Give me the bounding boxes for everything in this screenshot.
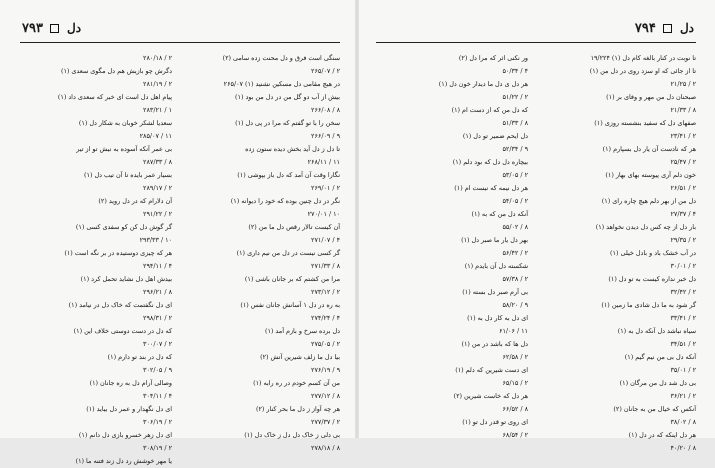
column-left: [376, 52, 528, 438]
index-entry: ۲ / ۶۲/۵۸: [502, 353, 528, 361]
index-entry: تا نوبت در کنار بالغه کام دل (۱) ۱۹/۲۲۴: [590, 54, 696, 62]
index-entry: ۱۱ / ۶۱/۰۶: [499, 327, 528, 335]
index-entry: دل ایحم ضمیر تو دل (۱): [462, 132, 528, 140]
index-entry: بیش از آب دو گل من در دل من بود (۱): [235, 93, 340, 101]
index-entry: ۱۱ / ۲۸۵/۰۷: [139, 132, 172, 140]
index-entry: هر دل که خاست شیرین (۲): [453, 392, 528, 400]
index-entry: دل خبر نداره کیست به تو دل (۱): [608, 275, 696, 283]
index-entry: نگر در دل چنین بوده که خود را دیوانه (۱): [230, 197, 340, 205]
index-entry: بی آرم صبر دل بسته (۱): [462, 288, 528, 296]
index-entry: دل من از بهر دلم هیچ چاره رای (۱): [601, 197, 696, 205]
header-title: دل: [67, 21, 82, 35]
index-entry: که دل من که از دست ام (۱): [451, 106, 528, 114]
index-entry: سخن را با تو گفتم که مرا در پی دل (۱): [235, 119, 340, 127]
index-entry: آنکه دل بی من نیم گیم (۱): [624, 353, 696, 361]
index-entry: ۹ / ۵۸/۲۰: [502, 301, 528, 309]
right-page: [362, 0, 710, 452]
index-entry: ۸ / ۵۱/۳۳: [502, 119, 528, 127]
index-entry: بهر دل یار ما صبر دل (۱): [461, 236, 528, 244]
index-entry: دل برده سرخ و بازم آمد (۱): [264, 327, 340, 335]
index-entry: به ره در دل ۱ آسانش جانان نفس (۱): [240, 301, 340, 309]
index-entry: سنگی است فرق و دل محنت زده سامی (۲): [222, 54, 340, 62]
index-entry: ۲ / ۲۷۷/۳۷: [311, 418, 340, 426]
index-entry: ۸ / ۲۷۷/۱۲: [311, 392, 340, 400]
header-label: [22, 21, 81, 36]
index-entry: ای دل نگهدار و عمر دل بیاید (۱): [86, 405, 172, 413]
index-entry: دگرش چو بازیش هم دل مگوی سعدی (۱): [60, 67, 172, 75]
index-entry: ۲ / ۳۲/۴۲: [670, 288, 696, 296]
index-entry: ۲ / ۳۳/۴۱: [670, 314, 696, 322]
index-entry: ۴ / ۵۰/۳۴: [502, 67, 528, 75]
index-entry: شکسته دل آن بایدم (۱): [464, 262, 528, 270]
index-entry: صفهای دل که سفید بنشسته روزی (۱): [594, 119, 696, 127]
index-entry: ۲ / ۶۵/۱۵: [502, 379, 528, 387]
header-label: [635, 21, 694, 36]
index-entry: ۴ / ۳۰۴/۱۱: [143, 392, 172, 400]
page-header: [20, 18, 340, 43]
index-entry: سیاه نباشد دل آنکه دل به (۱): [617, 327, 696, 335]
index-entry: هر که چیزی دوستیده در بر نگه است (۱): [64, 249, 172, 257]
index-entry: ۲ / ۲۶/۵۱: [670, 184, 696, 192]
index-entry: ۲ / ۲۸۹/۱۷: [143, 184, 172, 192]
index-entry: بیا دل ما زلف شیرین آتش (۲): [260, 353, 340, 361]
index-entry: تا از جائی که او سزد روی در دل من (۱): [589, 67, 696, 75]
index-entry: ور نکنی اثر که مرا دل (۲): [458, 54, 528, 62]
index-entry: ۴ / ۲۷/۳۷: [670, 210, 696, 218]
index-entry: ۹ / ۵۲/۳۴: [502, 145, 528, 153]
index-entry: ۱۱ / ۲۶۸/۱۱: [307, 158, 340, 166]
index-entry: ۸ / ۳۸/۰۲: [670, 418, 696, 426]
index-entry: گر شود به ما دل شادی ما زمین (۱): [601, 301, 696, 309]
index-entry: در آب خشک باد و بادل خیلی (۱): [610, 249, 696, 257]
index-entry: ۲ / ۵۶/۴۲: [502, 249, 528, 257]
index-entry: ۹ / ۲۷۶/۱۹: [311, 366, 340, 374]
index-entry: ۲ / ۲۷۳/۱۲: [311, 288, 340, 296]
index-entry: هر دل اینکه که در دل (۱): [628, 431, 696, 439]
index-entry: ۱۰ / ۲۷۰/۰۱: [307, 210, 340, 218]
index-entry: ۸ / ۲۱/۳۳: [670, 106, 696, 114]
index-entry: ۹ / ۳۰۲/۰۵: [143, 366, 172, 374]
index-entry: ۹ / ۲۶۶/۰۹: [311, 132, 340, 140]
index-entry: آن دلارام که در دل روید (۲): [98, 197, 172, 205]
index-entry: نگارا وقت آن آمد که دل باز بپوشی (۱): [237, 171, 340, 179]
index-entry: تا دل ز دل آید بخش دیده ستون زده: [245, 145, 340, 153]
column-left: [20, 52, 172, 465]
page-number: ۷۹۴: [634, 21, 656, 36]
index-columns: [20, 52, 340, 465]
index-entry: ۲ / ۲۳/۴۱: [670, 132, 696, 140]
index-entry: ۲ / ۲۹۱/۲۲: [143, 210, 172, 218]
index-entry: آنکس که خیال من به جانان (۲): [613, 405, 696, 413]
index-entry: هر چه آواز ز دل ما بحر کنار (۲): [255, 405, 340, 413]
index-entry: ۲ / ۵۷/۳۸: [502, 275, 528, 283]
index-entry: بی دلی ز خاک دل دل ز خاک دل (۱): [244, 431, 340, 439]
page-header: [376, 18, 696, 43]
index-entry: ۱ / ۲۸۳/۲۱: [143, 106, 172, 114]
index-entry: ۱۰ / ۲۹۳/۳۳: [139, 236, 172, 244]
square-ornament-icon: [50, 24, 59, 33]
index-entry: ۲ / ۵۳/۰۵: [502, 171, 528, 179]
index-entry: خون دلم آری پیوسته بهای بهار (۱): [605, 171, 696, 179]
index-entry: ۲ / ۳۴/۵۱: [670, 340, 696, 348]
index-entry: مرا من کشتم که بر جانان باشی (۱): [244, 275, 340, 283]
book-gutter: [355, 0, 359, 438]
index-entry: ۲ / ۶۸/۵۴: [502, 431, 528, 439]
index-entry: بسیار عمر بایده تا آن تیب دل (۱): [84, 171, 172, 179]
column-right: [544, 52, 696, 452]
index-entry: بی عمر آنکه آسوده به نیش تو از تیر: [76, 145, 172, 153]
index-entry: که دل در بند تو دارم (۱): [107, 353, 172, 361]
index-entry: یا مهر خوشش رد دل زند فتنه ما (۱): [75, 457, 172, 465]
page-number: ۷۹۳: [22, 21, 43, 36]
index-entry: هر دل ی دل ما دیدار خون دل (۱): [438, 80, 528, 88]
index-entry: ای دل نگفتمت که خاک دل در نیامد (۱): [68, 301, 172, 309]
index-entry: ۲ / ۳۰۶/۱۹: [143, 418, 172, 426]
index-entry: ۸ / ۲۷۱/۳۳: [311, 262, 340, 270]
index-entry: ۲ / ۲۶۵/۰۷: [311, 67, 340, 75]
index-entry: ۴ / ۲۷۱/۰۷: [311, 236, 340, 244]
header-title: دل: [679, 21, 694, 35]
index-entry: گر گوش دل کن کو سفدی کسی (۱): [75, 223, 172, 231]
column-right: [188, 52, 340, 452]
index-entry: آنکه دل من که به (۱): [471, 210, 528, 218]
index-entry: که دل در دست دوستی خلاف این (۱): [73, 327, 172, 335]
index-entry: ۸ / ۲۹۶/۲۱: [143, 288, 172, 296]
index-entry: ۲ / ۲۸۰/۱۸: [143, 54, 172, 62]
index-entry: ۲ / ۲۱/۲۵: [670, 80, 696, 88]
index-entry: هر دل نیمه که نیست ام (۱): [454, 184, 528, 192]
index-entry: ۸ / ۲۶۶/۰۸: [311, 106, 340, 114]
index-entry: هر که نادست آن یار دل بسپارم (۱): [602, 145, 696, 153]
index-entry: ۲ / ۲۵/۴۷: [670, 158, 696, 166]
index-entry: ۲ / ۳۰۸/۱۹: [143, 444, 172, 452]
index-entry: وصالی آرام دل به ره جانان (۱): [89, 379, 172, 387]
index-entry: ۲ / ۳۵/۰۱: [670, 366, 696, 374]
index-entry: ۲ / ۲۷۵/۰۵: [311, 340, 340, 348]
index-entry: سعدیا لشکر خوبان به شکار دل (۱): [78, 119, 172, 127]
index-entry: ۲ / ۲۸۱/۱۹: [143, 80, 172, 88]
index-entry: صبحنان دل من مهر و وفای بر (۱): [606, 93, 696, 101]
index-entry: آن کیست تالار رقص دل ما من (۲): [248, 223, 340, 231]
index-entry: گر کسی نیست در دل من نیم داری (۱): [236, 249, 340, 257]
index-entry: من آن کسم خودم در ره رابه (۱): [253, 379, 340, 387]
index-entry: پیام اهل دل است ای خبر که سعدی داد (۱): [57, 93, 172, 101]
index-entry: ای دل زهر خسرو بازی دل دانم (۱): [78, 431, 172, 439]
index-entry: ۸ / ۴۰/۲۰: [670, 444, 696, 452]
index-entry: دل ها که باشد در من (۱): [461, 340, 528, 348]
index-entry: ای دست شیرین که دلم (۱): [455, 366, 528, 374]
index-entry: ۲ / ۲۹/۳۵: [670, 236, 696, 244]
index-entry: ۸ / ۲۷۸/۱۸: [311, 444, 340, 452]
index-entry: ۲ / ۲۹۸/۳۱: [143, 314, 172, 322]
index-entry: ۴ / ۲۹۴/۱۱: [143, 262, 172, 270]
index-entry: بار دل از چه کس دل دیدن نخواهد (۱): [595, 223, 696, 231]
index-entry: ۸ / ۲۸۷/۳۳: [143, 158, 172, 166]
index-entry: ۲ / ۲۶۹/۰۱: [311, 184, 340, 192]
index-entry: ۲ / ۵۴/۰۵: [502, 197, 528, 205]
index-entry: بیدش اهل دل نشاید تحمل کرد (۱): [80, 275, 172, 283]
index-entry: ۴ / ۲۷۴/۲۴: [311, 314, 340, 322]
index-entry: ۲ / ۳۶/۲۱: [670, 392, 696, 400]
index-entry: بیچاره دل دل که بود دلم (۱): [452, 158, 528, 166]
index-entry: ۲ / ۳۰۰/۰۷: [143, 340, 172, 348]
index-entry: ۲ / ۳۰/۰۱: [670, 262, 696, 270]
left-page: [6, 0, 354, 465]
index-entry: ۸ / ۵۵/۰۲: [502, 223, 528, 231]
index-entry: بی دل شد دل من مرگان (۱): [619, 379, 696, 387]
index-entry: در هیچ مقامی دل مسکین نشنید (۱) ۲۶۵/۰۷: [223, 80, 340, 88]
index-entry: ۸ / ۶۶/۵۲: [502, 405, 528, 413]
index-entry: ۲ / ۵۱/۲۲: [502, 93, 528, 101]
index-entry: ای روی تو قدر دل تو (۱): [462, 418, 528, 426]
index-columns: [376, 52, 696, 452]
index-entry: ای دل به کار دل به (۱): [467, 314, 528, 322]
square-ornament-icon: [663, 24, 672, 33]
